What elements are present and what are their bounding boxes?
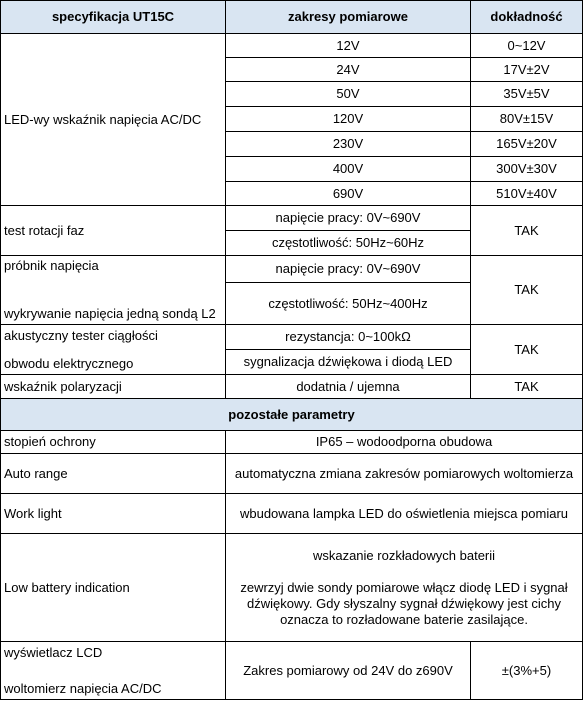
polarity-label: wskaźnik polaryzacji — [1, 375, 226, 399]
probe-accuracy: TAK — [471, 256, 583, 325]
battery-label: Low battery indication — [1, 534, 226, 642]
section-header-row — [1, 399, 583, 431]
table-row — [1, 34, 583, 58]
probe-label-1: próbnik napięcia — [4, 258, 99, 273]
autorange-label: Auto range — [1, 454, 226, 494]
led-indicator-label: LED-wy wskaźnik napięcia AC/DC — [1, 34, 226, 206]
led-accuracy: 165V±20V — [471, 132, 583, 157]
phase-voltage: napięcie pracy: 0V~690V — [226, 206, 471, 231]
led-range: 24V — [226, 58, 471, 82]
table-row — [1, 534, 583, 642]
battery-value — [226, 534, 583, 642]
led-accuracy: 300V±30V — [471, 157, 583, 182]
autorange-value: automatyczna zmiana zakresów pomiarowych woltomierza — [226, 454, 583, 494]
continuity-resistance: rezystancja: 0~100kΩ — [226, 325, 471, 350]
table-row — [1, 256, 583, 283]
continuity-label — [1, 325, 226, 375]
lcd-label-1: wyświetlacz LCD — [4, 644, 103, 660]
phase-frequency: częstotliwość: 50Hz~60Hz — [226, 231, 471, 256]
led-range: 400V — [226, 157, 471, 182]
table-row — [1, 325, 583, 350]
continuity-label-2: obwodu elektrycznego — [4, 355, 134, 371]
lcd-value: Zakres pomiarowy od 24V do z690V — [226, 642, 471, 700]
continuity-label-1: akustyczny tester ciągłości — [4, 327, 158, 343]
led-accuracy: 80V±15V — [471, 107, 583, 132]
lcd-label — [1, 642, 226, 700]
table-row — [1, 206, 583, 231]
led-range: 12V — [226, 34, 471, 58]
header-row — [1, 1, 583, 34]
worklight-label: Work light — [1, 494, 226, 534]
header-spec: specyfikacja UT15C — [1, 1, 226, 34]
table-row — [1, 431, 583, 454]
header-accuracy: dokładność — [471, 1, 583, 34]
table-row — [1, 375, 583, 399]
battery-value-line-1: wskazanie rozkładowych baterii — [312, 547, 496, 563]
lcd-label-2: woltomierz napięcia AC/DC — [4, 680, 162, 696]
header-ranges: zakresy pomiarowe — [226, 1, 471, 34]
probe-frequency: częstotliwość: 50Hz~400Hz — [226, 283, 471, 325]
protection-label: stopień ochrony — [1, 431, 226, 454]
polarity-accuracy: TAK — [471, 375, 583, 399]
led-accuracy: 0~12V — [471, 34, 583, 58]
led-range: 690V — [226, 182, 471, 206]
table-row — [1, 642, 583, 700]
probe-label — [1, 256, 226, 325]
table-row — [1, 454, 583, 494]
worklight-value: wbudowana lampka LED do oświetlenia miejsca pomiaru — [226, 494, 583, 534]
probe-label-2: wykrywanie napięcia jedną sondą L2 — [4, 306, 216, 321]
led-range: 50V — [226, 82, 471, 107]
table-row — [1, 494, 583, 534]
battery-value-line-2: zewrzyj dwie sondy pomiarowe włącz diodę LED i sygnał dźwiękowy. Gdy słyszalny sygnał dźwiękowy jest cichy oznacza to rozładowane baterie zasilające. — [240, 579, 568, 627]
polarity-value: dodatnia / ujemna — [226, 375, 471, 399]
probe-voltage: napięcie pracy: 0V~690V — [226, 256, 471, 283]
led-accuracy: 510V±40V — [471, 182, 583, 206]
led-accuracy: 35V±5V — [471, 82, 583, 107]
phase-rotation-label: test rotacji faz — [1, 206, 226, 256]
phase-accuracy: TAK — [471, 206, 583, 256]
other-params-title: pozostałe parametry — [1, 399, 583, 431]
led-range: 120V — [226, 107, 471, 132]
continuity-signal: sygnalizacja dźwiękowa i diodą LED — [226, 350, 471, 375]
led-range: 230V — [226, 132, 471, 157]
protection-value: IP65 – wodoodporna obudowa — [226, 431, 583, 454]
led-accuracy: 17V±2V — [471, 58, 583, 82]
lcd-accuracy: ±(3%+5) — [471, 642, 583, 700]
continuity-accuracy: TAK — [471, 325, 583, 375]
